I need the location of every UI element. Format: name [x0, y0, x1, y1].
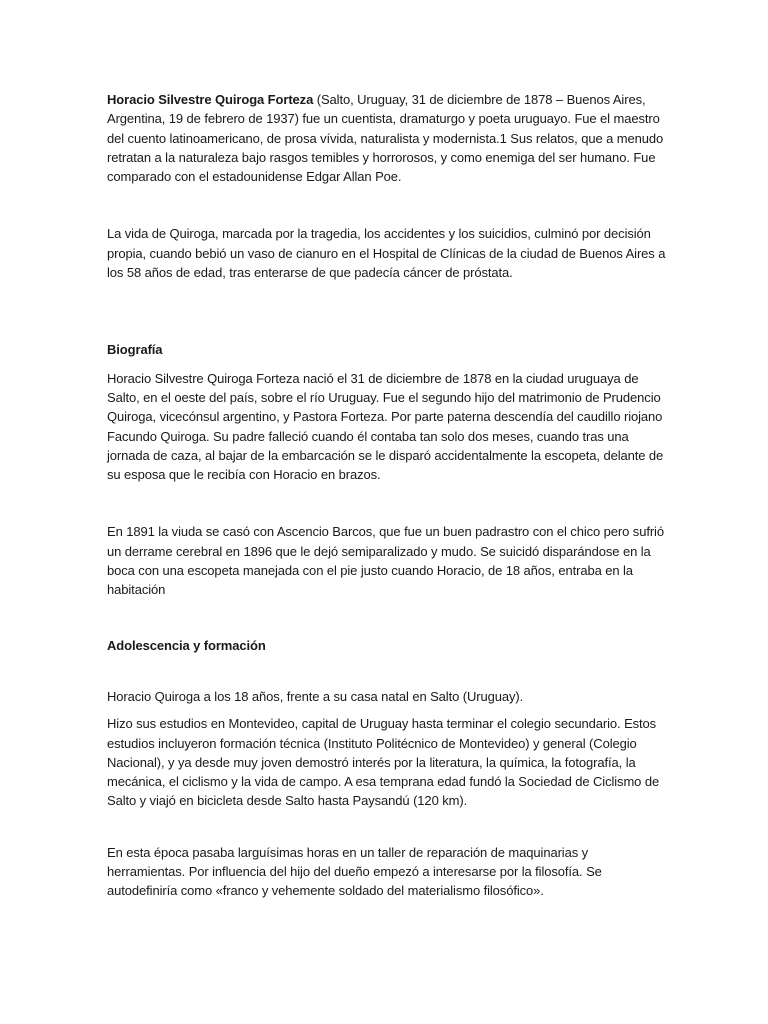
studies-paragraph: Hizo sus estudios en Montevideo, capital de Uruguay hasta terminar el colegio secundario. Estos estudios incluyeron formación técnica (Instituto Politécnico de Montevideo) y general (Colegio Nacional), y ya desde muy joven demostró interés por la literatura, la química, la fotografía, la mecánica, el ciclismo y la vida de campo. A esa temprana edad fundó la Sociedad de Ciclismo de Salto y viajó en bicicleta desde Salto hasta Paysandú (120 km). [107, 716, 660, 809]
heading-biography: Biografía [107, 342, 163, 358]
biography-paragraph-1: Horacio Silvestre Quiroga Forteza nació el 31 de diciembre de 1878 en la ciudad uruguaya de Salto, en el oeste del país, sobre el río Uruguay. Fue el segundo hijo del matrimonio de Prudencio Quiroga, vicecónsul argentino, y Pastora Forteza. Por parte paterna descendía del caudillo riojano Facundo Quiroga. Su padre falleció cuando él contaba tan solo dos meses, cuando tras una jornada de caza, al bajar de la embarcación se le disparó accidentalmente la escopeta, delante de su esposa que le recibía con Horacio en brazos. [107, 370, 664, 483]
heading-adolescence: Adolescencia y formación [107, 637, 266, 653]
intro-paragraph [107, 90, 667, 186]
intro-text: (Salto, Uruguay, 31 de diciembre de 1878 – Buenos Aires, Argentina, 19 de febrero de 1937) fue un cuentista, dramaturgo y poeta uruguayo. Fue el maestro del cuento latinoamericano, de prosa vívida, naturalista y modernista.1 Sus relatos, que a menudo retratan a la naturaleza bajo rasgos temibles y horrorosos, y como enemiga del ser humano. Fue comparado con el estadounidense Edgar Allan Poe. [107, 92, 664, 185]
document-page [107, 90, 667, 901]
workshop-paragraph: En esta época pasaba larguísimas horas en un taller de reparación de maquinarias y herramientas. Por influencia del hijo del dueño empezó a interesarse por la filosofía. Se autodefiniría como «franco y vehemente soldado del materialismo filosófico». [107, 844, 602, 899]
subject-name: Horacio Silvestre Quiroga Forteza [107, 92, 314, 107]
photo-caption: Horacio Quiroga a los 18 años, frente a su casa natal en Salto (Uruguay). [107, 688, 524, 704]
death-paragraph: La vida de Quiroga, marcada por la tragedia, los accidentes y los suicidios, culminó por decisión propia, cuando bebió un vaso de cianuro en el Hospital de Clínicas de la ciudad de Buenos Aires a los 58 años de edad, tras enterarse de que padecía cáncer de próstata. [107, 226, 666, 281]
biography-paragraph-2: En 1891 la viuda se casó con Ascencio Barcos, que fue un buen padrastro con el chico pero sufrió un derrame cerebral en 1896 que le dejó semiparalizado y mudo. Se suicidó disparándose en la boca con una escopeta manejada con el pie justo cuando Horacio, de 18 años, entraba en la habitación [107, 524, 664, 598]
